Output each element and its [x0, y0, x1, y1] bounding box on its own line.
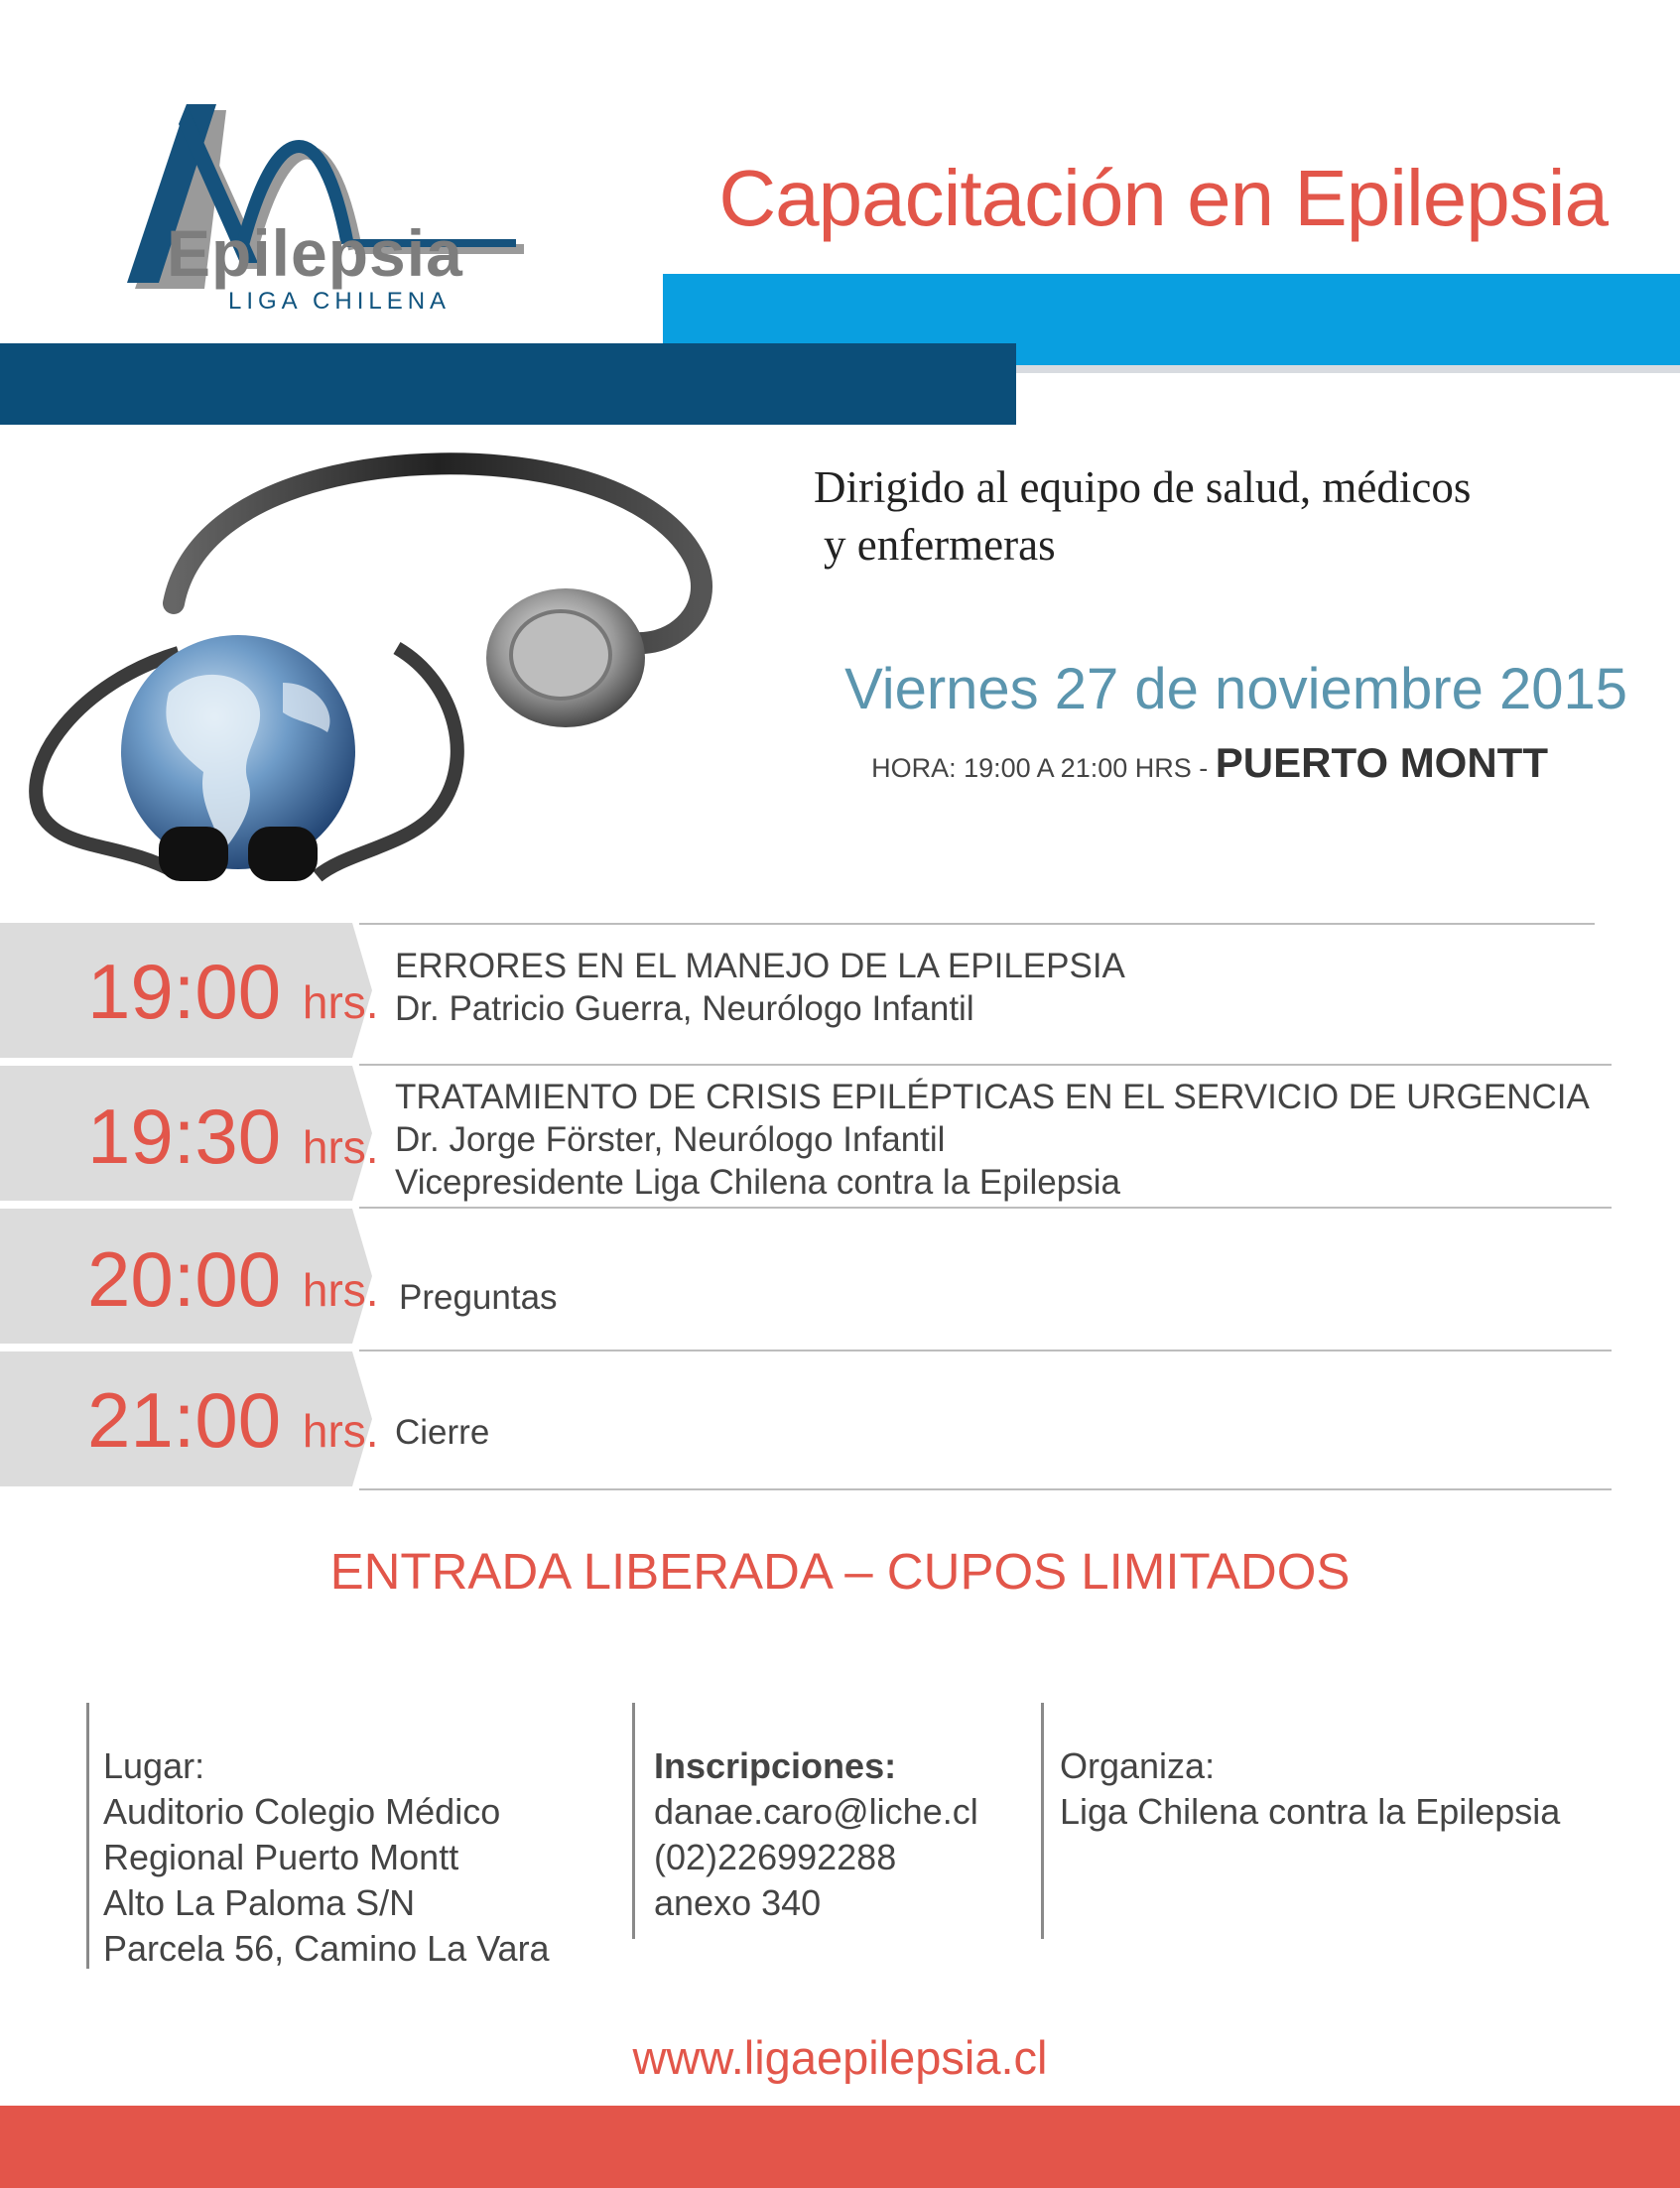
program-time-value: 20:00	[87, 1235, 282, 1323]
organizer-heading: Organiza:	[1060, 1745, 1216, 1786]
program-talk	[395, 1411, 489, 1454]
registration-phone: (02)226992288	[654, 1837, 897, 1877]
registration-heading: Inscripciones:	[654, 1745, 897, 1786]
row-divider	[359, 1064, 1612, 1066]
footer-bar	[0, 2106, 1680, 2188]
registration-email[interactable]: danae.caro@liche.cl	[654, 1791, 978, 1832]
program-time-value: 19:30	[87, 1093, 282, 1180]
audience-text	[814, 458, 1647, 574]
organizer-name: Liga Chilena contra la Epilepsia	[1060, 1791, 1561, 1832]
program-time-unit: hrs.	[302, 976, 379, 1028]
venue-heading: Lugar:	[103, 1745, 205, 1786]
logo-subtitle: LIGA CHILENA	[228, 288, 452, 315]
page-title: Capacitación en Epilepsia	[718, 154, 1608, 242]
talk-title: ERRORES EN EL MANEJO DE LA EPILEPSIA	[395, 947, 1125, 985]
program-time-unit: hrs.	[302, 1121, 379, 1173]
venue-line: Parcela 56, Camino La Vara	[103, 1928, 550, 1969]
header-bar-dark	[0, 343, 1016, 425]
website-link[interactable]: www.ligaepilepsia.cl	[632, 2031, 1048, 2084]
logo-wordmark: Epilepsia	[167, 216, 463, 290]
program-time-unit: hrs.	[302, 1405, 379, 1457]
program-time	[87, 1376, 379, 1464]
talk-title: Cierre	[395, 1413, 490, 1452]
column-divider	[86, 1703, 89, 1969]
audience-line-2: y enfermeras	[824, 520, 1056, 570]
talk-speaker-role: Vicepresidente Liga Chilena contra la Epilepsia	[395, 1163, 1120, 1202]
event-hours: HORA: 19:00 A 21:00 HRS -	[871, 753, 1216, 783]
organizer-block	[1060, 1743, 1560, 1835]
program-time	[87, 1235, 379, 1323]
registration-block	[654, 1743, 978, 1926]
program-talk	[399, 1276, 558, 1319]
program-talk	[395, 945, 1125, 1030]
program-talk	[395, 1076, 1590, 1204]
free-entry-notice: ENTRADA LIBERADA – CUPOS LIMITADOS	[329, 1543, 1351, 1600]
venue-line: Auditorio Colegio Médico	[103, 1791, 501, 1832]
program-time	[87, 1093, 379, 1180]
venue-line: Regional Puerto Montt	[103, 1837, 459, 1877]
program-time	[87, 948, 379, 1035]
program-time-value: 19:00	[87, 948, 282, 1035]
row-divider	[359, 1350, 1612, 1351]
globe-stethoscope-image	[0, 435, 784, 901]
program-row	[0, 923, 1680, 1064]
talk-title: TRATAMIENTO DE CRISIS EPILÉPTICAS EN EL SERVICIO DE URGENCIA	[395, 1078, 1590, 1116]
venue-block	[103, 1743, 550, 1972]
event-time-location	[695, 739, 1548, 786]
program-time-unit: hrs.	[302, 1264, 379, 1316]
talk-title: Preguntas	[399, 1278, 558, 1317]
talk-speaker: Dr. Patricio Guerra, Neurólogo Infantil	[395, 989, 974, 1028]
row-divider	[359, 1207, 1612, 1209]
program-row	[0, 1350, 1680, 1493]
venue-line: Alto La Paloma S/N	[103, 1882, 416, 1923]
row-divider	[359, 1488, 1612, 1490]
event-date: Viernes 27 de noviembre 2015	[844, 657, 1627, 721]
column-divider	[1041, 1703, 1044, 1939]
column-divider	[632, 1703, 635, 1939]
talk-speaker: Dr. Jorge Förster, Neurólogo Infantil	[395, 1120, 946, 1159]
program-time-value: 21:00	[87, 1376, 282, 1464]
program-row	[0, 1207, 1680, 1348]
event-city: PUERTO MONTT	[1215, 739, 1548, 786]
audience-line-1: Dirigido al equipo de salud, médicos	[814, 462, 1472, 512]
program-row	[0, 1064, 1680, 1205]
registration-extension: anexo 340	[654, 1882, 822, 1923]
row-divider	[359, 923, 1595, 925]
